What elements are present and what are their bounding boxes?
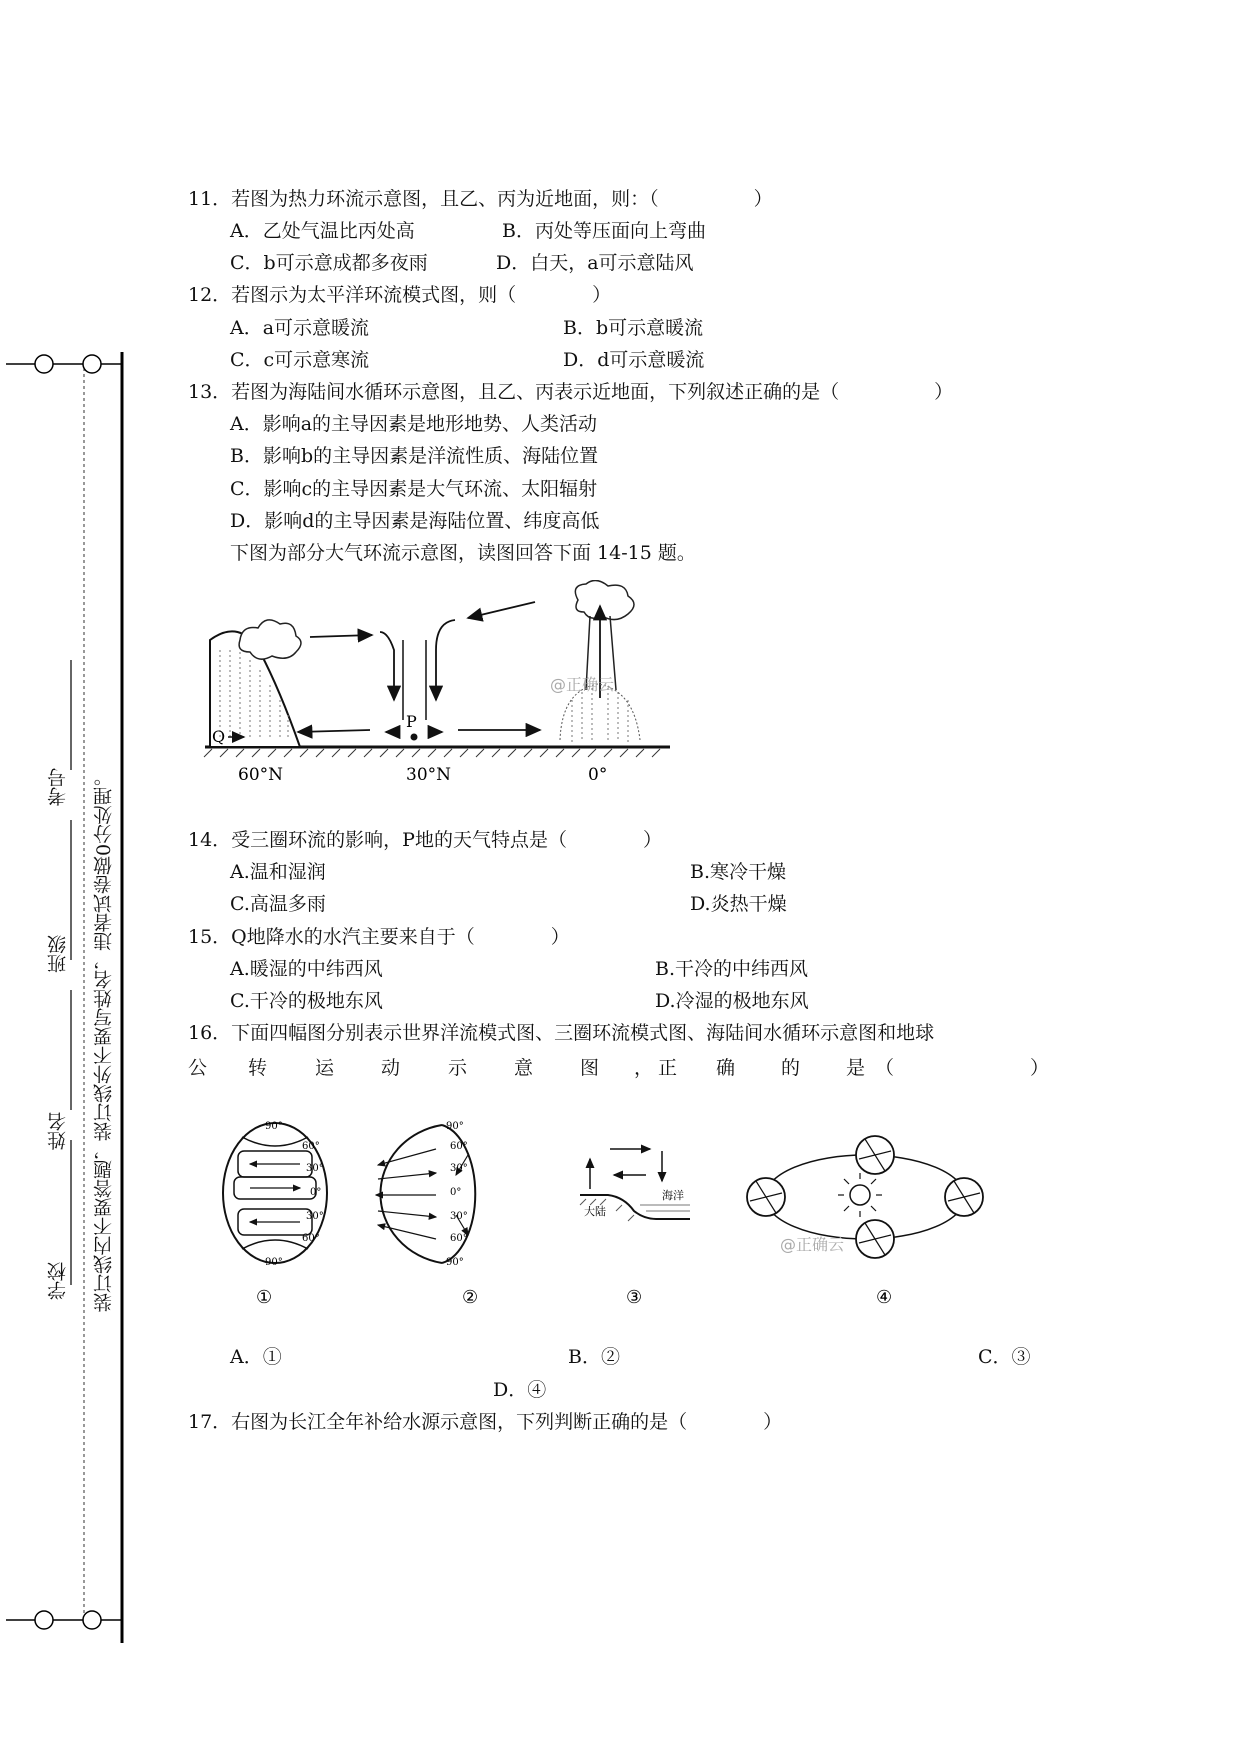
equator-cloud xyxy=(575,580,634,619)
q16-line2-char: 是 xyxy=(846,1057,866,1079)
lat-tick-label: 0° xyxy=(450,1187,462,1198)
surface-westerly-arrow xyxy=(298,730,370,732)
intro-14-15: 下图为部分大气环流示意图，读图回答下面 14-15 题。 xyxy=(230,542,696,564)
q16-line2-char: 意 xyxy=(514,1057,534,1079)
q15-option-d: D.冷湿的极地东风 xyxy=(655,990,809,1012)
q13-option-c: C．影响c的主导因素是大气环流、太阳辐射 xyxy=(230,478,598,500)
q17-stem: 17．右图为长江全年补给水源示意图，下列判断正确的是（ ） xyxy=(188,1411,783,1433)
q15-option-b: B.干冷的中纬西风 xyxy=(655,958,809,980)
descending-air-left xyxy=(380,632,394,700)
lat-tick-label: 30° xyxy=(306,1211,324,1222)
q12-option-b: B．b可示意暖流 xyxy=(563,317,704,339)
q16-line2-char: 示 xyxy=(448,1057,468,1079)
point-p xyxy=(411,734,418,741)
label-p: P xyxy=(406,712,417,731)
lat-60n: 60°N xyxy=(238,765,284,785)
q16-option-a: A．① xyxy=(230,1346,282,1368)
diagram-3-label: ③ xyxy=(626,1287,643,1305)
q11-option-b: B．丙处等压面向上弯曲 xyxy=(502,220,706,242)
name-label: 姓名 xyxy=(47,1112,69,1150)
lat-tick-label: 60° xyxy=(450,1233,468,1244)
q11-stem: 11．若图为热力环流示意图，且乙、丙为近地面，则：（ ） xyxy=(188,188,773,210)
binding-line-graphic xyxy=(0,0,140,1754)
q11-option-d: D．白天，a可示意陆风 xyxy=(496,252,694,274)
ground-hatch xyxy=(204,749,660,757)
lat-tick-label: 90° xyxy=(265,1257,283,1268)
diagram-2-label: ② xyxy=(462,1287,479,1305)
school-label: 学校 xyxy=(47,1262,69,1300)
lat-tick-label: 30° xyxy=(450,1163,468,1174)
q16-line2-char: 正 xyxy=(658,1057,678,1079)
lat-tick-label: 60° xyxy=(302,1141,320,1152)
q13-stem: 13．若图为海陆间水循环示意图，且乙、丙表示近地面，下列叙述正确的是（ ） xyxy=(188,381,954,403)
lat-tick-label: 90° xyxy=(446,1257,464,1268)
q16-option-b: B．② xyxy=(568,1346,620,1368)
q11-option-a: A．乙处气温比丙处高 xyxy=(230,220,415,242)
four-diagrams-figure xyxy=(210,1115,1010,1305)
q16-line2-char: 转 xyxy=(248,1057,268,1079)
q12-option-a: A．a可示意暖流 xyxy=(230,317,370,339)
diagram-3-ocean-label: 海洋 xyxy=(662,1189,684,1202)
q15-option-a: A.暖湿的中纬西风 xyxy=(230,958,383,980)
q12-stem: 12．若图示为太平洋环流模式图，则（ ） xyxy=(188,284,612,306)
lat-tick-label: 0° xyxy=(310,1187,322,1198)
q13-option-a: A．影响a的主导因素是地形地势、人类活动 xyxy=(230,413,598,435)
diagram-4-label: ④ xyxy=(876,1287,893,1305)
q11-option-c: C．b可示意成都多夜雨 xyxy=(230,252,428,274)
q14-stem: 14．受三圈环流的影响，P地的天气特点是（ ） xyxy=(188,829,662,851)
q16-option-c: C．③ xyxy=(978,1346,1031,1368)
q16-line2-char: 的 xyxy=(781,1057,801,1079)
binding-margin xyxy=(0,0,140,1754)
lat-tick-label: 30° xyxy=(306,1163,324,1174)
q14-option-c: C.高温多雨 xyxy=(230,893,326,915)
q15-option-c: C.干冷的极地东风 xyxy=(230,990,383,1012)
exam-number-label: 考号 xyxy=(47,768,69,806)
q15-stem: 15．Q地降水的水汽主要来自于（ ） xyxy=(188,926,570,948)
descending-air-right xyxy=(436,620,455,700)
q12-option-c: C．c可示意寒流 xyxy=(230,349,370,371)
q16-line2-char: ， xyxy=(634,1057,654,1079)
diagram-1-label: ① xyxy=(256,1287,273,1305)
binding-notice: 装订线内不要答题，装订线外不要写姓名，违者试卷做0分处理。 xyxy=(93,767,115,1312)
lat-tick-label: 90° xyxy=(446,1121,464,1132)
diagram-4-watermark: @正确云 xyxy=(780,1235,845,1254)
q16-line2-char: （ xyxy=(875,1057,895,1079)
q14-option-d: D.炎热干燥 xyxy=(690,893,787,915)
q12-option-d: D．d可示意暖流 xyxy=(563,349,705,371)
lat-tick-label: 90° xyxy=(265,1121,283,1132)
q14-option-a: A.温和湿润 xyxy=(230,861,326,883)
upper-westerly-arrow xyxy=(310,635,372,637)
subsidence-column xyxy=(403,640,426,720)
circulation-diagram xyxy=(200,580,680,790)
q14-option-b: B.寒冷干燥 xyxy=(690,861,787,883)
class-label: 班级 xyxy=(47,935,69,973)
q16-stem-line2 xyxy=(188,1053,1050,1079)
q16-line2-char: 公 xyxy=(188,1057,208,1079)
lat-tick-label: 30° xyxy=(450,1211,468,1222)
q13-option-b: B．影响b的主导因素是洋流性质、海陆位置 xyxy=(230,445,599,467)
upper-antitrade-arrow xyxy=(468,602,535,618)
lat-tick-label: 60° xyxy=(450,1141,468,1152)
lat-tick-label: 60° xyxy=(302,1233,320,1244)
q16-stem-line1: 16．下面四幅图分别表示世界洋流模式图、三圈环流模式图、海陆间水循环示意图和地球 xyxy=(188,1022,935,1044)
q16-line2-char: ） xyxy=(1030,1057,1050,1079)
q16-line2-char: 图 xyxy=(580,1057,600,1079)
label-q: Q xyxy=(212,727,226,746)
lat-0: 0° xyxy=(588,765,608,785)
diagram-3-land-label: 大陆 xyxy=(584,1205,606,1218)
q16-line2-char: 动 xyxy=(381,1057,401,1079)
q16-line2-char: 运 xyxy=(315,1057,335,1079)
diagram-2-lat-ticks xyxy=(446,1121,468,1268)
q16-line2-char: 确 xyxy=(716,1057,736,1079)
lat-30n: 30°N xyxy=(406,765,452,785)
q16-option-d: D．④ xyxy=(493,1379,547,1401)
q13-option-d: D．影响d的主导因素是海陆位置、纬度高低 xyxy=(230,510,600,532)
watermark: @正确云 xyxy=(550,675,615,694)
